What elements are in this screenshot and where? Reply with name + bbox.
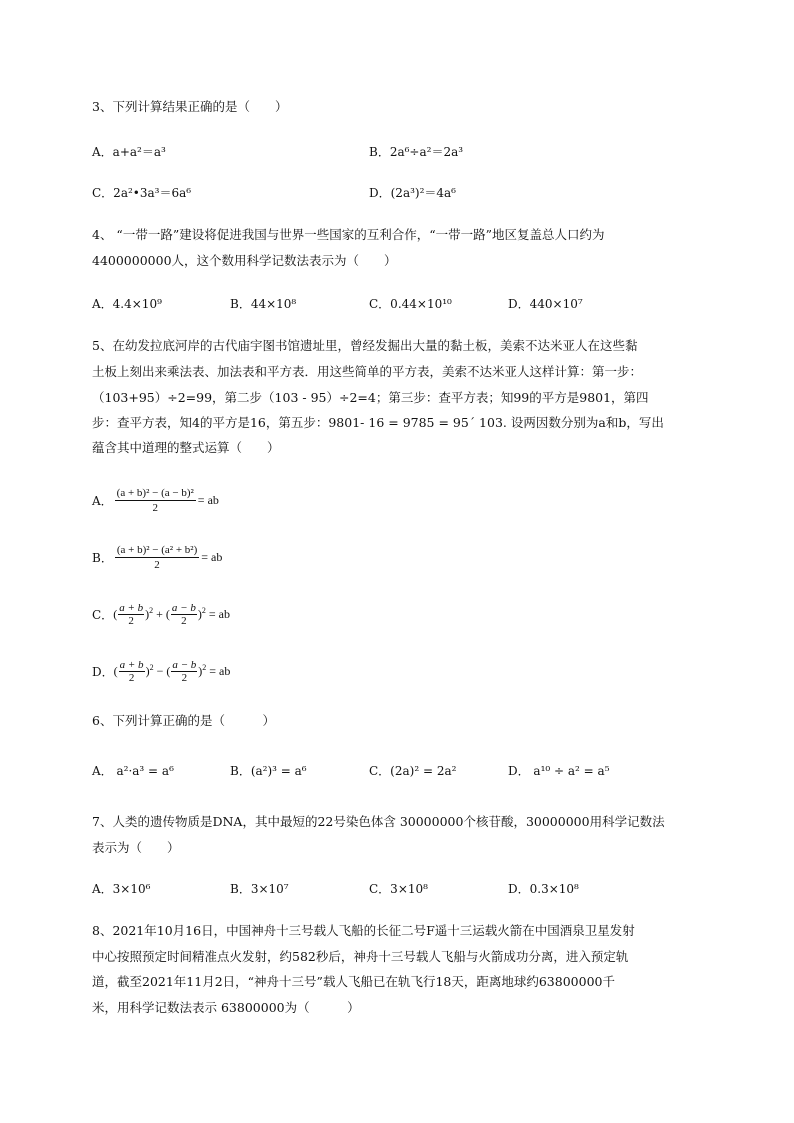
q5-stem-line3: （103+95）÷2=99，第二步（103 - 95）÷2=4；第三步：查平方表；知99的平方是9801，第四 (92, 390, 649, 405)
q7-option-b: B．3×10⁷ (230, 882, 289, 896)
q5-option-b-rhs: = ab (201, 549, 223, 564)
q5-option-d-frac1-num: a + b (119, 658, 144, 671)
q5-option-d-rhs: = ab (209, 663, 231, 678)
q3-option-b: B．2a⁶÷a²＝2a³ (369, 145, 464, 159)
q3-option-d: D．(2a³)²＝4a⁶ (369, 186, 456, 200)
q5-option-c-label: C． (92, 607, 114, 622)
q5-stem-line5: 蕴含其中道理的整式运算（ ） (92, 440, 280, 455)
q5-stem-line4: 步：查平方表，知4的平方是16，第五步：9801- 16 = 9785 = 95´ 103. 设两因数分别为a和b，写出 (92, 415, 664, 430)
q3-option-a: A．a+a²＝a³ (92, 145, 166, 159)
q5-option-d: D． ( $\frac{a + b}{2}$ )$^2$ − ( $\frac{a - b}{2}$ )$^2$ = ab (92, 658, 231, 684)
q8-stem-line4: 米，用科学记数法表示 63800000为（ ） (92, 1000, 360, 1015)
q7-stem-line1: 7、人类的遗传物质是DNA，其中最短的22号染色体含 30000000个核苷酸，30000000用科学记数法 (92, 814, 665, 829)
q5-option-d-frac1 (119, 659, 145, 684)
q6-option-c: C．(2a)² = 2a² (369, 764, 457, 778)
q4-option-d: D．440×10⁷ (508, 297, 583, 311)
q7-option-c: C．3×10⁸ (369, 882, 428, 896)
q3-stem: 3、下列计算结果正确的是（ ） (92, 99, 288, 114)
q3-option-c: C．2a²•3a³＝6a⁶ (92, 186, 192, 200)
q5-option-b-fraction (115, 544, 199, 571)
q5-option-c-frac1 (118, 602, 144, 627)
q7-option-d: D．0.3×10⁸ (508, 882, 579, 896)
q6-stem: 6、下列计算正确的是（ ） (92, 713, 275, 728)
q5-option-c-frac1-den: 2 (128, 614, 134, 627)
q5-stem-line2: 土板上刻出来乘法表、加法表和平方表．用这些简单的平方表，美索不达米亚人这样计算：第一步： (92, 364, 643, 379)
q5-option-c-operator: + (156, 606, 163, 621)
q8-stem-line3: 道，截至2021年11月2日，“神舟十三号”载人飞船已在轨飞行18天，距离地球约63800000千 (92, 974, 615, 989)
q7-option-a: A．3×10⁶ (92, 882, 151, 896)
q8-stem-line1: 8、2021年10月16日，中国神舟十三号载人飞船的长征二号F遥十三运载火箭在中国酒泉卫星发射 (92, 923, 635, 938)
q4-stem-line1: 4、 “一带一路”建设将促进我国与世界一些国家的互利合作，“一带一路”地区复盖总人口约为 (92, 227, 605, 242)
q5-option-c-frac2 (171, 602, 197, 627)
q5-option-a-denominator: 2 (152, 501, 158, 514)
q5-option-c-rhs: = ab (208, 606, 230, 621)
q4-option-c: C．0.44×10¹⁰ (369, 297, 452, 311)
q8-stem-line2: 中心按照预定时间精准点火发射，约582秒后，神舟十三号载人飞船与火箭成功分离，进入预定轨 (92, 949, 629, 964)
q5-option-a-rhs: = ab (197, 492, 219, 507)
q5-stem-line1: 5、在幼发拉底河岸的古代庙宇图书馆遗址里，曾经发掘出大量的黏土板，美索不达米亚人在这些黏 (92, 338, 638, 353)
q5-option-a-label: A． (92, 493, 113, 508)
q5-option-d-frac2 (171, 659, 197, 684)
q5-option-c-frac2-den: 2 (181, 614, 187, 627)
q6-option-d: D． a¹⁰ ÷ a² = a⁵ (508, 764, 610, 778)
q5-option-b-label: B． (92, 550, 113, 565)
q5-option-b-denominator: 2 (154, 558, 160, 571)
q6-option-a: A． a²·a³ = a⁶ (92, 764, 174, 778)
q5-option-d-frac2-num: a − b (172, 658, 197, 671)
q4-stem-line2: 4400000000人，这个数用科学记数法表示为（ ） (92, 253, 397, 268)
q4-option-a: A．4.4×10⁹ (92, 297, 162, 311)
q5-option-d-frac1-den: 2 (128, 671, 135, 684)
q5-option-b (92, 537, 222, 577)
q5-option-a (92, 480, 219, 520)
q6-option-b: B．(a²)³ = a⁶ (230, 764, 307, 778)
q5-option-d-operator: − (156, 663, 164, 678)
q5-option-c: C． ( $\frac{a + b}{2}$ )$^2$ + ( $\frac{a - b}{2}$ )$^2$ = ab (92, 601, 230, 627)
q5-option-c-frac1-num: a + b (119, 601, 144, 614)
q5-option-a-numerator: (a + b)² − (a − b)² (116, 486, 194, 499)
q5-option-a-fraction (115, 487, 196, 514)
q4-option-b: B．44×10⁸ (230, 297, 297, 311)
q5-option-c-frac2-num: a − b (171, 601, 196, 614)
q5-option-b-numerator: (a + b)² − (a² + b²) (116, 543, 198, 556)
q5-option-d-label: D． (92, 664, 114, 679)
q5-option-d-frac2-den: 2 (181, 671, 188, 684)
q7-stem-line2: 表示为（ ） (92, 840, 180, 855)
